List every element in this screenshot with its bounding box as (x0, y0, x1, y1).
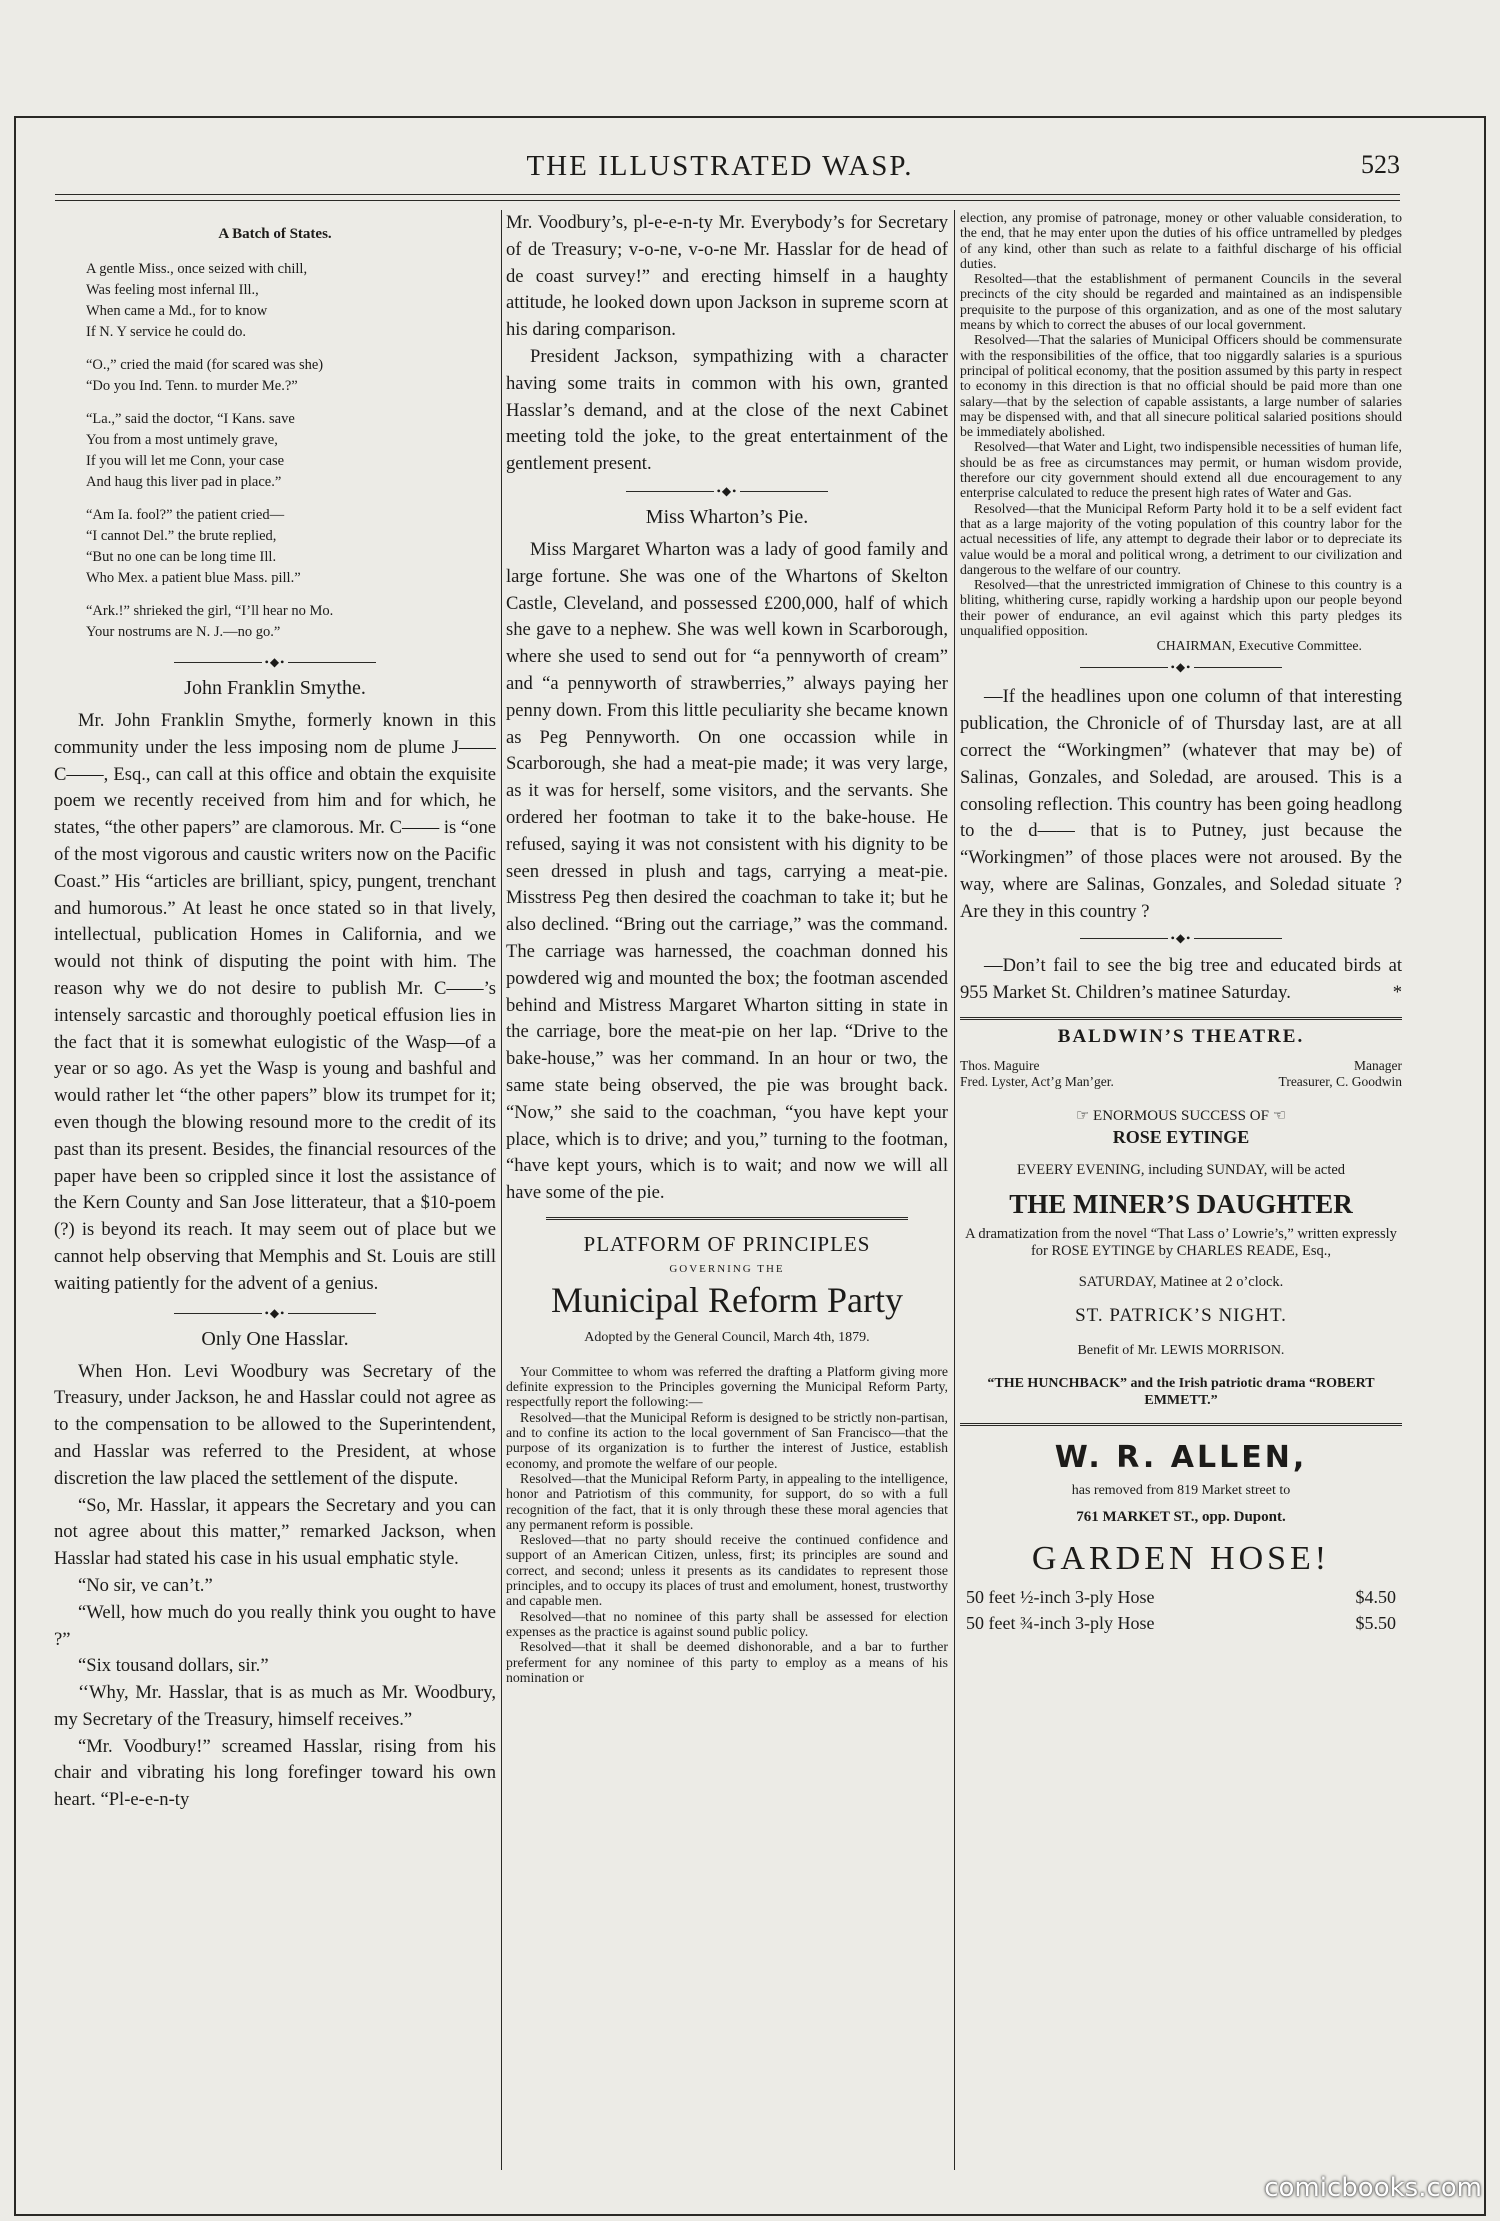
theatre-name: BALDWIN’S THEATRE. (1057, 1026, 1305, 1048)
column-divider (954, 210, 955, 2170)
hose-price-row: 50 feet ½-inch 3-ply Hose $4.50 (966, 1587, 1396, 1608)
platform-text-continued: election, any promise of patronage, money or other valuable consideration, to the end, that he may enter upon the duties of his office untramelled by pledges of any kind, other than such as relate to a faithful discharge of his official duties. Resolted—that the establishment of permanent Councils in the several precincts of the city should be regarded and maintained as an indispensible prequisite to the purpose of this organization, and as one of the most salutary means by which to correct the abuses of our local government. Resolved—That the salaries of Municipal Officers should be commensurate with the responsibilities of the office, that too niggardly salaries is a spurious principal of political economy, that the position assumed by this party in respect to economy in this direction is that no official should be paid more than one salary—that by the selection of capable assistants, a large number of salaries may be dispensed with, and that all sinecure political salaried positions should be immediately abolished. Resolved—that Water and Light, two indispensible necessities of human life, should be as free as circumstances may permit, or human wisdom provide, therefore our city government should extend all due encouragement to any enterprise calculated to reduce the present high rates of Water and Gas. Resolved—that the Municipal Reform Party hold it to be a self evident fact that as a large majority of the voting population of this country labor for the actual necessities of life, any attempt to degrade their labor or to depreciate its value would be a moral and political wrong, a detriment to our civilization and dangerous to the welfare of our country. Resolved—that the unrestricted immigration of Chinese to this country is a bliting, whithering curse, rapidly working a hardship upon our people beyond their power of endurance, an evil against which this party pledges its unqualified opposition. (960, 210, 1402, 639)
platform-text: Your Committee to whom was referred the drafting a Platform giving more definite expression to the Principles governing the Municipal Reform Party, respectfully report the following:— Resolved—that the Municipal Reform is designed to be strictly non-partisan, and to confine its action to the local government of San Francisco—that the purpose of its organization is to further the interest of Justice, establish economy, and promote the welfare of our people. Resolved—that the Municipal Reform Party, in appealing to the intelligence, honor and Patriotism of this community, for support, do so with a full recognition of the fact, that it is only through these these moral agencies that any permanent reform is possible. Resloved—that no party should receive the continued confidence and support of an American Citizen, unless, first; its principles are sound and correct, and second; unless it presents as its candidates to represent those principles, and to occupy its places of trust and emolument, honest, trustworthy and capable men. Resolved—that no nominee of this party shall be assessed for election expenses as the practice is against sound public policy. Resolved—that it shall be deemed dishonorable, and a bar to further preferment for any nominee of this party to employ as a means of his nomination or (506, 1363, 948, 1685)
poem-title: A Batch of States. (218, 226, 332, 242)
hose-headline: GARDEN HOSE! (1031, 1540, 1331, 1578)
section-ornament: •◆• (506, 484, 948, 498)
column-divider (501, 210, 502, 2170)
platform-signature: CHAIRMAN, Executive Committee. (1156, 638, 1362, 654)
allen-removed: has removed from 819 Market street to (1071, 1483, 1291, 1499)
header-rule-2 (55, 200, 1400, 201)
ad-rule (960, 1017, 1402, 1020)
section-ornament: •◆• (960, 660, 1402, 674)
ad-enormous: ☞ ENORMOUS SUCCESS OF ☜ (1075, 1108, 1287, 1125)
page-header (40, 150, 1400, 190)
article-title-smythe: John Franklin Smythe. (184, 677, 366, 699)
page-number: 523 (1361, 150, 1400, 179)
platform-governing: GOVERNING THE (669, 1262, 785, 1275)
poem-stanza: “La.,” said the doctor, “I Kans. save You from a most untimely grave, If you will let me Conn, your case And haug this liver pad in place.” (86, 411, 295, 490)
ad-saturday: SATURDAY, Matinee at 2 o’clock. (1078, 1274, 1284, 1291)
ad-dramatization: A dramatization from the novel “That Lass o’ Lowrie’s,” written expressly for ROSE EYTINGE by CHARLES READE, Esq., (965, 1226, 1397, 1260)
section-ornament: •◆• (960, 931, 1402, 945)
pointing-hand-icon: ☜ (1272, 1108, 1287, 1125)
header-rule (55, 194, 1400, 195)
poem-stanza: “Am Ia. fool?” the patient cried— “I cannot Del.” the brute replied, “But no one can be long time Ill. Who Mex. a patient blue Mass. pill.” (86, 507, 301, 586)
column-3 (960, 210, 1402, 2170)
article-title-pie: Miss Wharton’s Pie. (645, 505, 809, 528)
allen-name: W. R. ALLEN, (1054, 1440, 1308, 1476)
article-smythe: Mr. John Franklin Smythe, formerly known in this community under the less imposing nom de plume J—— C——, Esq., can call at this office and obtain the exquisite poem we recently received from him and for which, he states, “the other papers” are clamorous. Mr. C—— is “one of the most vigorous and caustic writers now on the Pacific Coast.” His “articles are brilliant, spicy, pungent, trenchant and humorous.” At least he once stated so in that lively, intellectual, publication Homes in California, and we would not think of disputing the point with him. The reason why we do not desire to publish Mr. C——’s intensely sarcastic and thoroughly poetical effusion lies in the fact that it is somewhat eulogistic of the Wasp—of a year or so ago. As yet the Wasp is young and bashful and would rather let “the other papers” blow its trumpet for it; even though the blowing resound more to the credit of its past than its present. Besides, the financial resources of the paper have been so crippled since it lost the assistance of the Kern County and San Jose litterateur, that a $10-poem (?) is beyond its reach. It may seem out of place but we cannot help observing that Memphis and St. Louis are still waiting patiently for the advent of a genius. (54, 710, 496, 1294)
ad-star: ROSE EYTINGE (1112, 1127, 1250, 1148)
platform-adopted: Adopted by the General Council, March 4th, 1879. (584, 1329, 870, 1345)
theatre-staff-row: Fred. Lyster, Act’g Man’ger. Treasurer, C. Goodwin (960, 1074, 1402, 1090)
ad-rule (960, 1423, 1402, 1426)
platform-title: PLATFORM OF PRINCIPLES (583, 1231, 871, 1256)
allen-address: 761 MARKET ST., opp. Dupont. (1076, 1509, 1286, 1526)
ad-st-patrick: ST. PATRICK’S NIGHT. (1075, 1305, 1287, 1327)
platform-rule (546, 1217, 908, 1220)
poem (54, 259, 496, 643)
article-hasslar-continued: Mr. Voodbury’s, pl-e-e-n-ty Mr. Everybody’s for Secretary of de Treasury; v-o-ne, v-o-ne Mr. Hasslar for de head of de coast survey!” and erecting himself in a haughty attitude, he looked down upon Jackson in supreme scorn at his daring comparison. President Jackson, sympathizing with a character having some traits in common with his own, granted Hasslar’s demand, and at the close of the next Cabinet meeting told the joke, to the great entertainment of the gentlement present. (506, 212, 948, 475)
ad-evening: EVEERY EVENING, including SUNDAY, will be acted (1016, 1162, 1346, 1179)
watermark: comicbooks.com (1264, 2173, 1482, 2203)
publication-title: THE ILLUSTRATED WASP. (526, 150, 914, 182)
platform-party-name: Municipal Reform Party (551, 1279, 903, 1320)
ad-play-title: THE MINER’S DAUGHTER (1009, 1189, 1353, 1220)
article-hasslar: When Hon. Levi Woodbury was Secretary of the Treasury, under Jackson, he and Hasslar could not agree as to the compensation to be allowed to the Superintendent, and Hasslar was referred to the President, at whose discretion the law placed the settlement of the dispute. “So, Mr. Hasslar, it appears the Secretary and you can not agree about this matter,” remarked Jackson, when Hasslar had stated his case in his usual emphatic style. “No sir, ve can’t.” “Well, how much do you really think you ought to have ?” “Six tousand dollars, sir.” ‘‘Why, Mr. Hasslar, that is as much as Mr. Woodbury, my Secretary of the Treasury, himself receives.” “Mr. Voodbury!” screamed Hasslar, rising from his chair and vibrating his long forefinger toward his own heart. “Pl-e-e-n-ty (54, 1360, 496, 1811)
pointing-hand-icon: ☞ (1075, 1108, 1090, 1125)
poem-stanza: A gentle Miss., once seized with chill, Was feeling most infernal Ill., When came a Md., for to know If N. Y service he could do. (86, 261, 308, 340)
theatre-manager-row: Thos. Maguire Manager (960, 1058, 1402, 1074)
section-ornament: •◆• (54, 1306, 496, 1320)
poem-stanza: “Ark.!” shrieked the girl, “I’ll hear no Mo. Your nostrums are N. J.—no go.” (86, 603, 334, 640)
theatre-ad (960, 1026, 1402, 1409)
section-ornament: •◆• (54, 655, 496, 669)
column-1 (54, 210, 496, 2170)
hose-price-row: 50 feet ¾-inch 3-ply Hose $5.50 (966, 1613, 1396, 1634)
paragraph-headlines: —If the headlines upon one column of that interesting publication, the Chronicle of of Thursday last, are at all correct the “Workingmen” (whatever that may be) of Salinas, Gonzales, and Soledad, are aroused. This is a consoling reflection. This country has been going headlong to the d—— that is to Putney, just because the “Workingmen” of those places were not aroused. By the way, where are Salinas, Gonzales, and Soledad situate ? Are they in this country ? (960, 686, 1402, 922)
paragraph-birds: —Don’t fail to see the big tree and educated birds at 955 Market St. Children’s matinee Saturday. * (960, 955, 1402, 1004)
column-2 (506, 210, 948, 2170)
ad-benefit: Benefit of Mr. LEWIS MORRISON. (1077, 1343, 1285, 1359)
allen-ad (960, 1440, 1402, 1636)
article-pie: Miss Margaret Wharton was a lady of good family and large fortune. She was one of the Whartons of Skelton Castle, Cleveland, and possessed £200,000, half of which she gave to a nephew. She was well kown in Scarborough, where she used to send out for “a pennyworth of cream” and “a pennyworth of strawberries,” always paying her penny down. From this little peculiarity she became known as Peg Pennyworth. On one occassion while in Scarborough, she had a meat-pie made; it was very large, as it was for herself, some visitors, and the servants. She ordered her footman to take it to the bake-house. He refused, saying it was not consistent with his dignity to be seen dressed in plush and tags, carrying a meat-pie. Misstress Peg then desired the coachman to take it; but he also declined. “Bring out the carriage,” was the command. The carriage was harnessed, the coachman donned his powdered wig and mounted the box; the footman ascended behind and Mistress Margaret Wharton sitting in state in the carriage, bore the meat-pie on her lap. “Drive to the bake-house,” was her command. In an hour or two, the same state being observed, the pie was brought back. “Now,” she said to the coachman, “you have kept your place, which is to drive; and you,” turning to the footman, “have kept yours, which is to wait; and now we will all have some of the pie. (506, 538, 948, 1204)
article-title-hasslar: Only One Hasslar. (201, 1327, 349, 1350)
ad-hunchback: “THE HUNCHBACK” and the Irish patriotic drama “ROBERT EMMETT.” (987, 1376, 1375, 1409)
poem-stanza: “O.,” cried the maid (for scared was she) “Do you Ind. Tenn. to murder Me.?” (86, 357, 324, 394)
